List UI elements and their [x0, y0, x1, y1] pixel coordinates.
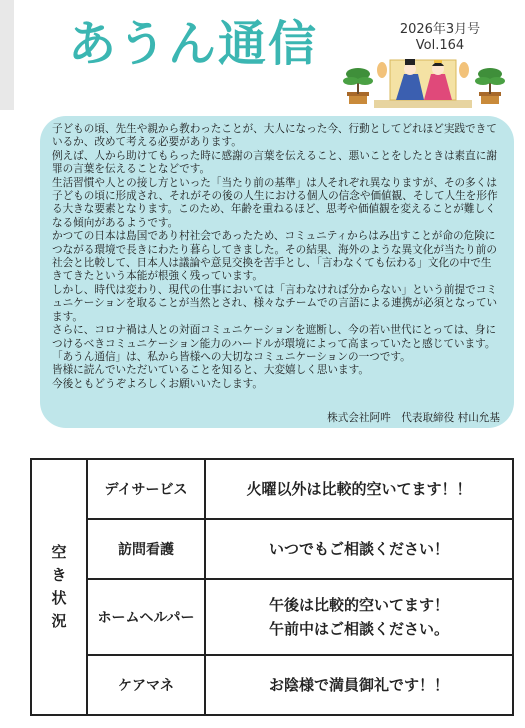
- availability-status: [205, 579, 513, 655]
- availability-status: [205, 519, 513, 579]
- hina-doll-illustration: [338, 50, 508, 110]
- issue-date: 2026年3月号: [399, 22, 481, 37]
- message-paragraph: さらに、コロナ禍は人との対面コミュニケーションを遮断し、今の若い世代にとっては、身につけるべきコミュニケーション能力のハードルが環境によって高まっていたと感じています。: [52, 324, 497, 350]
- message-paragraph: 「あうん通信」は、私から皆様への大切なコミュニケーションの一つです。: [52, 350, 411, 363]
- table-row: [31, 459, 513, 519]
- availability-table: [30, 458, 514, 716]
- table-row: [31, 519, 513, 579]
- status-line: いつでもご相談ください！: [268, 540, 449, 558]
- heading-char: 空: [51, 543, 67, 561]
- message-paragraph: 例えば、人から助けてもらった時に感謝の言葉を伝えること、悪いことをしたときは素直に謝罪の言葉を伝えることなどです。: [52, 149, 497, 176]
- service-name: ケアマネ: [87, 655, 205, 715]
- newsletter-title: あうん通信: [68, 16, 319, 72]
- heading-char: 状: [51, 589, 67, 607]
- service-name: ホームヘルパー: [87, 579, 205, 655]
- message-paragraph: 皆様に読んでいただいていることを知ると、大変嬉しく思います。: [52, 364, 369, 377]
- heading-char: 況: [51, 612, 67, 630]
- message-paragraph: しかし、時代は変わり、現代の仕事においては「言わなければ分からない」という前提でコミュニケーションを取ることが当然とされ、様々なチームでの言語による連携が必須となっています。: [52, 283, 498, 323]
- service-name: デイサービス: [87, 459, 205, 519]
- availability-heading: [31, 459, 87, 715]
- status-line: お陰様で満員御礼です！！: [268, 676, 449, 694]
- availability-status: [205, 459, 513, 519]
- availability-status: [205, 655, 513, 715]
- pine-bonsai-icon: [475, 68, 505, 104]
- issue-volume: Vol.164: [415, 38, 465, 53]
- table-row: [31, 655, 513, 715]
- left-edge-bar: [0, 0, 14, 110]
- message-paragraph: 子どもの頃、先生や親から教わったことが、大人になった今、行動としてどれほど実践できているか、改めて考える必要があります。: [52, 123, 497, 149]
- status-line: 火曜以外は比較的空いてます！！: [246, 480, 472, 498]
- pine-bonsai-icon: [343, 68, 373, 104]
- table-row: [31, 579, 513, 655]
- message-paragraph: 生活習慣や人との接し方といった「当たり前の基準」は人それぞれ異なりますが、その多くは子どもの頃に形成され、それがその後の人生における個人の信念や価値観、そして人生を形作る大きな要素となります。このため、年齢を重ねるほど、思考や価値観を変えることが難しくなる傾向があるようです。: [52, 176, 498, 229]
- president-message: [52, 123, 500, 391]
- signature: 株式会社阿吽 代表取締役 村山允基: [327, 412, 500, 424]
- service-name: 訪問看護: [87, 519, 205, 579]
- heading-char: き: [51, 566, 67, 584]
- message-paragraph: 今後ともどうぞよろしくお願いいたします。: [52, 377, 264, 390]
- message-paragraph: かつての日本は島国であり村社会であったため、コミュニティからはみ出すことが命の危険につながる環境で長きにわたり暮らしてきました。その結果、海外のような異文化が当たり前の社会と比較して、日本人は議論や意見交換を苦手とし、「言わなくても伝わる」文化の中で生きてきたという本能が根強く残っています。: [52, 230, 497, 283]
- status-line: 午後は比較的空いてます！: [268, 596, 449, 614]
- status-line: 午前中はご相談ください。: [268, 620, 449, 638]
